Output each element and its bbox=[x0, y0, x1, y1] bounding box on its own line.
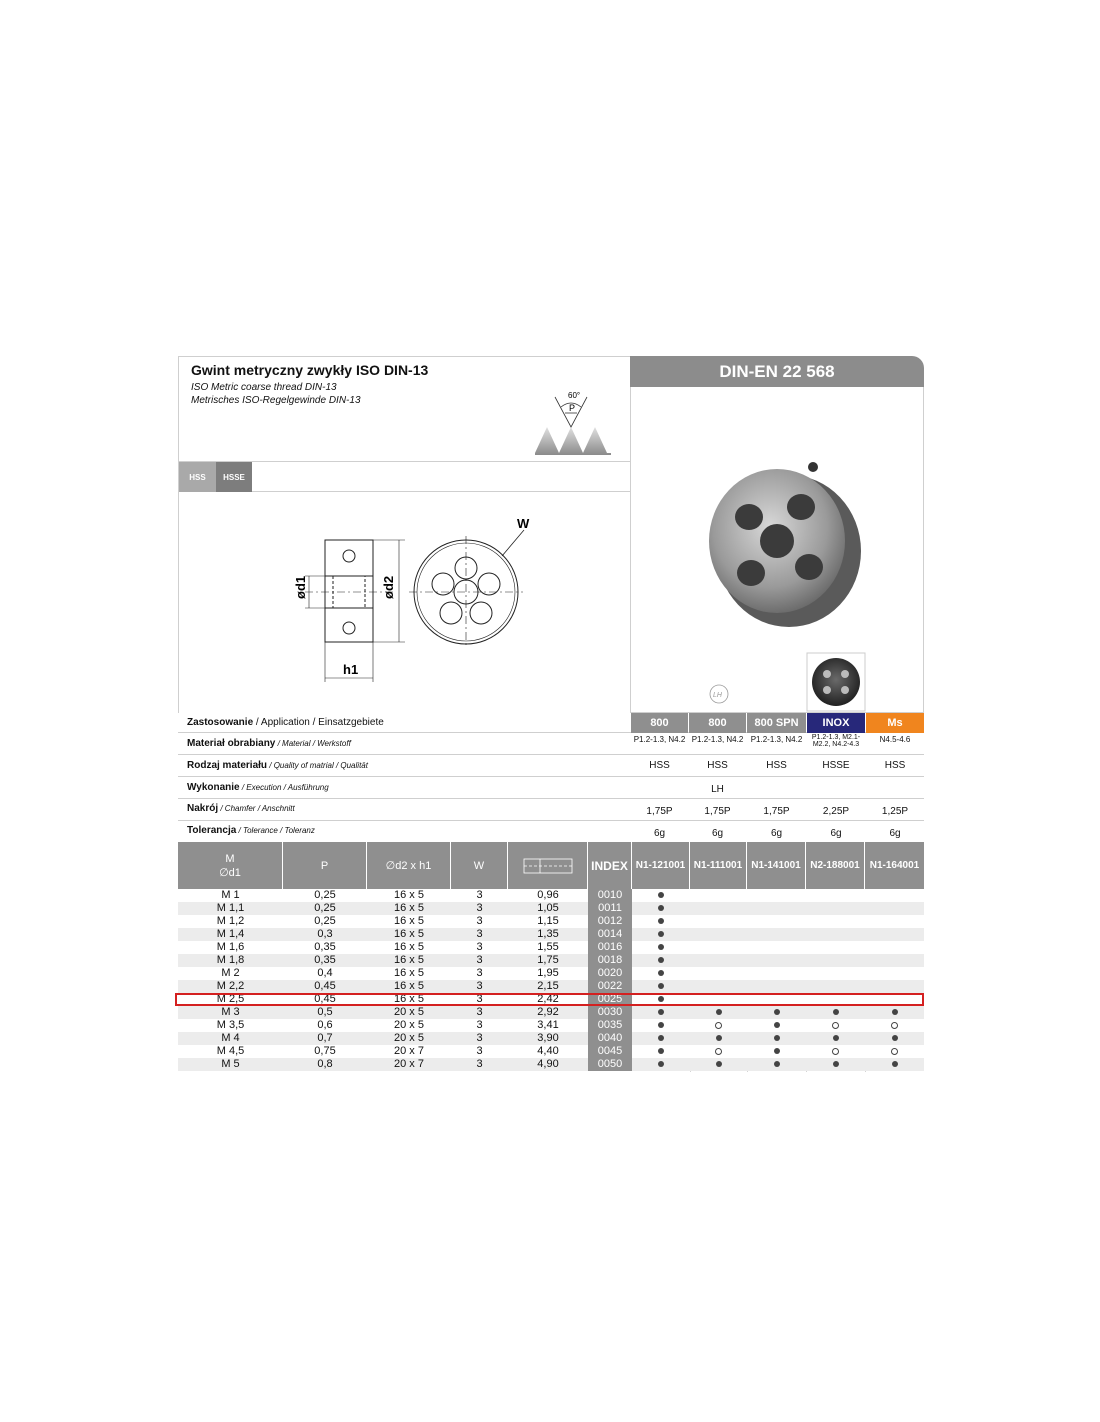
cell-l: 1,95 bbox=[537, 967, 559, 979]
col-header-m bbox=[178, 842, 283, 889]
table-row bbox=[178, 967, 924, 980]
cell-index: 0014 bbox=[588, 928, 632, 941]
available-dot-icon bbox=[833, 1061, 839, 1067]
availability-cell bbox=[747, 928, 806, 941]
property-label: Rodzaj materiału bbox=[187, 760, 268, 771]
availability-cell bbox=[632, 941, 690, 954]
property-value: 1,75P bbox=[646, 806, 673, 817]
cell-p: 0,35 bbox=[314, 941, 336, 953]
cell-l: 3,90 bbox=[537, 1032, 559, 1044]
cell-m: M 1,6 bbox=[216, 941, 245, 953]
property-row-application bbox=[178, 713, 924, 733]
cell-w: 3 bbox=[476, 1006, 483, 1018]
available-dot-icon bbox=[833, 1035, 839, 1041]
available-dot-icon bbox=[774, 1035, 780, 1041]
available-dot-icon bbox=[774, 1048, 780, 1054]
cell-w: 3 bbox=[476, 1045, 483, 1057]
availability-cell bbox=[865, 1006, 924, 1019]
availability-cell bbox=[690, 1045, 747, 1058]
availability-cell bbox=[747, 1058, 806, 1071]
cell-dim: 16 x 5 bbox=[394, 889, 424, 901]
cell-w: 3 bbox=[476, 941, 483, 953]
product-col-ms: Ms bbox=[866, 713, 924, 733]
cell-l: 2,42 bbox=[537, 993, 559, 1005]
available-dot-icon bbox=[658, 1009, 664, 1015]
col-header-code-1: N1-121001 bbox=[632, 842, 690, 889]
cell-index: 0025 bbox=[588, 993, 632, 1006]
title-block bbox=[178, 356, 630, 462]
title-german: Metrisches ISO-Regelgewinde DIN-13 bbox=[191, 395, 361, 406]
on-request-ring-icon bbox=[832, 1048, 839, 1055]
property-value: LH bbox=[711, 784, 724, 795]
property-value: 6g bbox=[830, 828, 842, 839]
cell-index: 0020 bbox=[588, 967, 632, 980]
availability-cell bbox=[747, 902, 806, 915]
d2-label: ød2 bbox=[381, 575, 396, 599]
cell-m: M 2,5 bbox=[216, 993, 245, 1005]
availability-cell bbox=[806, 928, 865, 941]
cell-dim: 20 x 5 bbox=[394, 1032, 424, 1044]
property-value: 1,25P bbox=[881, 806, 909, 817]
property-value: P1.2-1.3, M2.1-M2.2, N4.2-4.3 bbox=[811, 734, 861, 748]
cell-dim: 20 x 5 bbox=[394, 1019, 424, 1031]
availability-cell bbox=[690, 889, 747, 902]
thread-pitch-label: P bbox=[569, 403, 576, 413]
availability-cell bbox=[690, 941, 747, 954]
availability-cell bbox=[865, 1019, 924, 1032]
cell-index: 0050 bbox=[588, 1058, 632, 1071]
availability-cell bbox=[632, 889, 690, 902]
availability-cell bbox=[690, 1032, 747, 1045]
availability-cell bbox=[747, 941, 806, 954]
property-value: 6g bbox=[711, 828, 724, 839]
table-row bbox=[178, 1006, 924, 1019]
availability-cell bbox=[632, 1058, 690, 1071]
available-dot-icon bbox=[892, 1061, 898, 1067]
available-dot-icon bbox=[658, 892, 664, 898]
round-die-photo bbox=[631, 387, 925, 713]
product-col-800-spn: 800 SPN bbox=[747, 713, 806, 733]
availability-cell bbox=[632, 1006, 690, 1019]
col-header-code-4: N2-188001 bbox=[806, 842, 865, 889]
table-row bbox=[178, 1019, 924, 1032]
property-label: Zastosowanie bbox=[187, 717, 254, 728]
on-request-ring-icon bbox=[891, 1048, 898, 1055]
tab-hss[interactable]: HSS bbox=[179, 462, 216, 492]
property-value: HSS bbox=[707, 760, 728, 771]
property-value: 6g bbox=[889, 828, 901, 839]
cell-m: M 4,5 bbox=[216, 1045, 245, 1057]
title-english: ISO Metric coarse thread DIN-13 bbox=[191, 382, 337, 393]
col-header-code-2: N1-111001 bbox=[690, 842, 747, 889]
standard-header bbox=[630, 356, 924, 387]
availability-cell bbox=[632, 1032, 690, 1045]
property-value: P1.2-1.3, N4.2 bbox=[633, 735, 686, 744]
property-value: P1.2-1.3, N4.2 bbox=[691, 735, 744, 744]
available-dot-icon bbox=[892, 1009, 898, 1015]
availability-cell bbox=[632, 1045, 690, 1058]
h1-label: h1 bbox=[343, 662, 359, 677]
cell-p: 0,35 bbox=[314, 954, 336, 966]
availability-cell bbox=[690, 902, 747, 915]
title-polish: Gwint metryczny zwykły ISO DIN-13 bbox=[191, 362, 429, 378]
cell-index: 0012 bbox=[588, 915, 632, 928]
product-photo-panel bbox=[630, 387, 924, 713]
available-dot-icon bbox=[774, 1022, 780, 1028]
property-label-rest: / Chamfer / Anschnitt bbox=[218, 804, 295, 813]
property-label-rest: / Execution / Ausführung bbox=[239, 783, 329, 792]
cell-index: 0010 bbox=[588, 889, 632, 902]
availability-cell bbox=[632, 915, 690, 928]
property-value: 1,75P bbox=[763, 806, 790, 817]
cell-w: 3 bbox=[476, 980, 483, 992]
col-header-code-5: N1-164001 bbox=[869, 860, 920, 871]
availability-cell bbox=[806, 1045, 865, 1058]
availability-cell bbox=[690, 915, 747, 928]
property-row-quality bbox=[178, 755, 924, 777]
availability-cell bbox=[690, 928, 747, 941]
availability-cell bbox=[632, 954, 690, 967]
cell-p: 0,25 bbox=[314, 889, 336, 901]
col-header-code-3: N1-141001 bbox=[747, 842, 806, 889]
table-row bbox=[178, 1045, 924, 1058]
col-header-d2xh1: ∅d2 x h1 bbox=[367, 842, 451, 889]
cell-m: M 1,8 bbox=[216, 954, 245, 966]
cell-index: 0011 bbox=[588, 902, 632, 915]
cell-m: M 2 bbox=[221, 967, 240, 979]
availability-cell bbox=[690, 1006, 747, 1019]
property-label-rest: / Material / Werkstoff bbox=[275, 739, 351, 748]
cell-index: 0030 bbox=[588, 1006, 632, 1019]
property-value: HSS bbox=[884, 760, 906, 771]
cell-m: M 3,5 bbox=[216, 1019, 245, 1031]
cell-p: 0,7 bbox=[317, 1032, 333, 1044]
property-value: N4.5-4.6 bbox=[879, 735, 911, 744]
property-label-rest: / Tolerance / Toleranz bbox=[236, 826, 315, 835]
cell-index: 0022 bbox=[588, 980, 632, 993]
property-value: HSS bbox=[649, 760, 670, 771]
available-dot-icon bbox=[716, 1009, 722, 1015]
property-value: 6g bbox=[770, 828, 783, 839]
cell-m: M 1,2 bbox=[216, 915, 245, 927]
cell-p: 0,8 bbox=[317, 1058, 333, 1070]
property-row-material bbox=[178, 733, 924, 755]
availability-cell bbox=[690, 1019, 747, 1032]
cell-w: 3 bbox=[476, 1019, 483, 1031]
availability-cell bbox=[747, 1006, 806, 1019]
property-label: Nakrój bbox=[187, 803, 219, 814]
table-row bbox=[178, 941, 924, 954]
availability-cell bbox=[747, 1019, 806, 1032]
property-value: HSSE bbox=[822, 760, 850, 771]
availability-cell bbox=[806, 902, 865, 915]
cell-dim: 16 x 5 bbox=[394, 902, 424, 914]
availability-cell bbox=[632, 928, 690, 941]
property-label-rest: / Application / Einsatzgebiete bbox=[253, 717, 384, 728]
availability-cell bbox=[690, 1058, 747, 1071]
col-header-index: INDEX bbox=[588, 842, 632, 889]
availability-cell bbox=[747, 980, 806, 993]
availability-cell bbox=[806, 980, 865, 993]
thread-profile-icon bbox=[531, 387, 615, 455]
cell-p: 0,3 bbox=[317, 928, 333, 940]
available-dot-icon bbox=[658, 1035, 664, 1041]
availability-cell bbox=[865, 980, 924, 993]
cell-w: 3 bbox=[476, 928, 483, 940]
availability-cell bbox=[865, 967, 924, 980]
availability-cell bbox=[747, 1032, 806, 1045]
availability-cell bbox=[865, 954, 924, 967]
property-label-rest: / Quality of matrial / Qualität bbox=[267, 761, 368, 770]
cell-index: 0040 bbox=[588, 1032, 632, 1045]
col-header-w: W bbox=[451, 842, 508, 889]
on-request-ring-icon bbox=[832, 1022, 839, 1029]
cell-m: M 2,2 bbox=[216, 980, 245, 992]
lh-badge: LH bbox=[713, 692, 722, 699]
property-value: 2,25P bbox=[822, 806, 850, 817]
property-label: Tolerancja bbox=[187, 825, 237, 836]
availability-cell bbox=[690, 967, 747, 980]
available-dot-icon bbox=[833, 1009, 839, 1015]
cell-w: 3 bbox=[476, 915, 483, 927]
availability-cell bbox=[806, 1006, 865, 1019]
col-header-length bbox=[508, 842, 588, 889]
cell-p: 0,25 bbox=[314, 915, 336, 927]
cell-dim: 16 x 5 bbox=[394, 980, 424, 992]
availability-cell bbox=[865, 902, 924, 915]
die-dimension-drawing bbox=[179, 492, 631, 713]
table-row bbox=[178, 928, 924, 941]
available-dot-icon bbox=[658, 944, 664, 950]
cell-w: 3 bbox=[476, 889, 483, 901]
property-value: 6g bbox=[653, 828, 666, 839]
cell-dim: 16 x 5 bbox=[394, 954, 424, 966]
col-header-d1-label: ∅d1 bbox=[219, 866, 241, 879]
product-col-inox: INOX bbox=[807, 713, 865, 733]
availability-cell bbox=[806, 1032, 865, 1045]
available-dot-icon bbox=[658, 931, 664, 937]
cell-dim: 16 x 5 bbox=[394, 993, 424, 1005]
availability-cell bbox=[690, 980, 747, 993]
cell-dim: 16 x 5 bbox=[394, 915, 424, 927]
availability-cell bbox=[865, 915, 924, 928]
dimension-table-body bbox=[178, 889, 924, 1072]
availability-cell bbox=[865, 1032, 924, 1045]
property-value: P1.2-1.3, N4.2 bbox=[750, 735, 803, 744]
availability-cell bbox=[806, 941, 865, 954]
available-dot-icon bbox=[774, 1009, 780, 1015]
cell-l: 4,90 bbox=[537, 1058, 559, 1070]
available-dot-icon bbox=[658, 970, 664, 976]
availability-cell bbox=[865, 1045, 924, 1058]
cell-m: M 5 bbox=[221, 1058, 240, 1070]
thread-length-icon bbox=[518, 854, 578, 878]
availability-cell bbox=[806, 1019, 865, 1032]
table-row bbox=[178, 902, 924, 915]
availability-cell bbox=[865, 1058, 924, 1071]
d1-label: ød1 bbox=[293, 575, 308, 599]
on-request-ring-icon bbox=[891, 1022, 898, 1029]
availability-cell bbox=[806, 889, 865, 902]
availability-cell bbox=[806, 954, 865, 967]
cell-w: 3 bbox=[476, 902, 483, 914]
product-col-800-a: 800 bbox=[631, 713, 688, 733]
availability-cell bbox=[747, 889, 806, 902]
cell-m: M 1,4 bbox=[216, 928, 245, 940]
availability-cell bbox=[632, 980, 690, 993]
cell-index: 0016 bbox=[588, 941, 632, 954]
material-tabs bbox=[178, 462, 630, 492]
tab-hsse[interactable]: HSSE bbox=[216, 462, 252, 492]
cell-w: 3 bbox=[476, 1058, 483, 1070]
property-row-chamfer bbox=[178, 799, 924, 821]
cell-p: 0,25 bbox=[314, 902, 336, 914]
table-row bbox=[178, 954, 924, 967]
cell-p: 0,75 bbox=[314, 1045, 336, 1057]
cell-w: 3 bbox=[476, 954, 483, 966]
cell-l: 1,75 bbox=[537, 954, 559, 966]
available-dot-icon bbox=[658, 1048, 664, 1054]
available-dot-icon bbox=[658, 1022, 664, 1028]
w-label: W bbox=[517, 516, 530, 531]
cell-p: 0,45 bbox=[314, 993, 336, 1005]
cell-l: 1,15 bbox=[537, 915, 559, 927]
property-label: Materiał obrabiany bbox=[187, 738, 276, 749]
available-dot-icon bbox=[774, 1061, 780, 1067]
col-header-p: P bbox=[283, 842, 367, 889]
availability-cell bbox=[747, 1045, 806, 1058]
cell-dim: 20 x 5 bbox=[394, 1006, 424, 1018]
cell-w: 3 bbox=[476, 993, 483, 1005]
availability-cell bbox=[632, 967, 690, 980]
cell-w: 3 bbox=[476, 1032, 483, 1044]
cell-m: M 1 bbox=[221, 889, 240, 901]
cell-dim: 16 x 5 bbox=[394, 928, 424, 940]
availability-cell bbox=[632, 1019, 690, 1032]
cell-p: 0,6 bbox=[317, 1019, 333, 1031]
cell-index: 0035 bbox=[588, 1019, 632, 1032]
availability-cell bbox=[865, 928, 924, 941]
cell-index: 0045 bbox=[588, 1045, 632, 1058]
property-value: HSS bbox=[766, 760, 787, 771]
availability-cell bbox=[865, 889, 924, 902]
on-request-ring-icon bbox=[715, 1048, 722, 1055]
available-dot-icon bbox=[658, 957, 664, 963]
highlighted-row-outline bbox=[175, 993, 924, 1006]
cell-m: M 4 bbox=[221, 1032, 240, 1044]
cell-dim: 20 x 7 bbox=[394, 1045, 424, 1057]
cell-l: 4,40 bbox=[537, 1045, 559, 1057]
cell-index: 0018 bbox=[588, 954, 632, 967]
col-header-m-label: M bbox=[225, 852, 235, 865]
available-dot-icon bbox=[658, 918, 664, 924]
availability-cell bbox=[690, 954, 747, 967]
cell-dim: 16 x 5 bbox=[394, 967, 424, 979]
available-dot-icon bbox=[658, 905, 664, 911]
cell-p: 0,5 bbox=[317, 1006, 333, 1018]
cell-l: 1,55 bbox=[537, 941, 559, 953]
standard-label: DIN-EN 22 568 bbox=[719, 361, 835, 381]
cell-l: 2,92 bbox=[537, 1006, 559, 1018]
dimension-table-header bbox=[178, 842, 924, 889]
cell-l: 1,05 bbox=[537, 902, 559, 914]
property-label: Wykonanie bbox=[187, 782, 240, 793]
property-value: 1,75P bbox=[704, 806, 731, 817]
cell-m: M 1,1 bbox=[216, 902, 245, 914]
cell-l: 1,35 bbox=[537, 928, 559, 940]
cell-dim: 20 x 7 bbox=[394, 1058, 424, 1070]
available-dot-icon bbox=[658, 983, 664, 989]
cell-w: 3 bbox=[476, 967, 483, 979]
availability-cell bbox=[747, 915, 806, 928]
availability-cell bbox=[806, 967, 865, 980]
available-dot-icon bbox=[658, 1061, 664, 1067]
availability-cell bbox=[865, 941, 924, 954]
thread-angle-label: 60° bbox=[568, 391, 581, 400]
property-row-tolerance bbox=[178, 821, 924, 842]
cell-dim: 16 x 5 bbox=[394, 941, 424, 953]
table-row bbox=[178, 915, 924, 928]
on-request-ring-icon bbox=[715, 1022, 722, 1029]
availability-cell bbox=[747, 954, 806, 967]
availability-cell bbox=[806, 915, 865, 928]
catalog-sheet bbox=[178, 356, 924, 1072]
table-row bbox=[178, 980, 924, 993]
table-row bbox=[178, 1058, 924, 1071]
cell-m: M 3 bbox=[221, 1006, 240, 1018]
table-row bbox=[178, 889, 924, 902]
availability-cell bbox=[806, 1058, 865, 1071]
availability-cell bbox=[747, 967, 806, 980]
cell-p: 0,4 bbox=[317, 967, 333, 979]
table-row bbox=[178, 1032, 924, 1045]
available-dot-icon bbox=[716, 1061, 722, 1067]
cell-l: 0,96 bbox=[537, 889, 559, 901]
available-dot-icon bbox=[716, 1035, 722, 1041]
product-col-800-b: 800 bbox=[689, 713, 746, 733]
cell-l: 2,15 bbox=[537, 980, 559, 992]
technical-drawing bbox=[178, 492, 630, 713]
cell-l: 3,41 bbox=[537, 1019, 559, 1031]
available-dot-icon bbox=[892, 1035, 898, 1041]
cell-p: 0,45 bbox=[314, 980, 336, 992]
availability-cell bbox=[632, 902, 690, 915]
property-row-execution bbox=[178, 777, 924, 799]
